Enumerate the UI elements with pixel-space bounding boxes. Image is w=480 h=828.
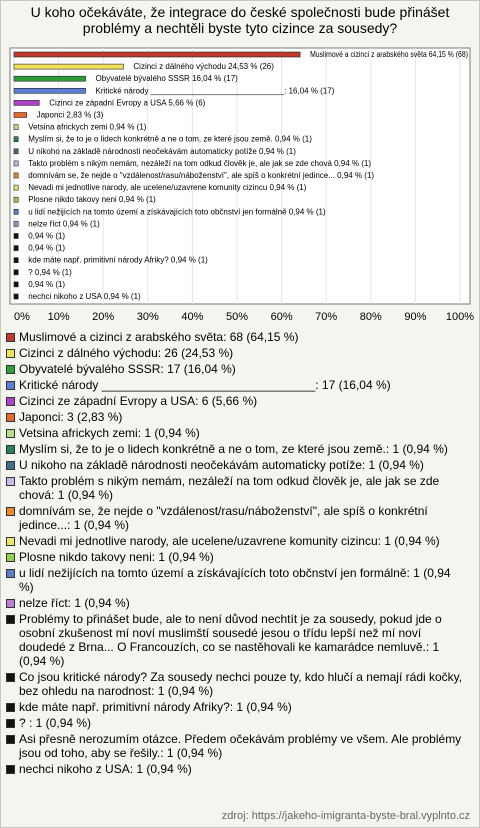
legend-swatch [6, 429, 15, 438]
x-tick-label: 0% [14, 311, 30, 323]
bar-label: 0,94 % (1) [28, 231, 66, 241]
legend-item [6, 670, 468, 698]
legend-item [6, 474, 468, 502]
legend-label: Myslím si, že to je o lidech konkrétně a ne o tom, ze které jsou země.: 1 (0,94 %) [19, 442, 448, 456]
x-tick-label: 60% [270, 311, 293, 323]
legend-label: nechci nikoho z USA: 1 (0,94 %) [19, 762, 192, 776]
legend-swatch [6, 569, 15, 578]
bar-label: nelze říct 0,94 % (1) [28, 219, 100, 229]
legend-swatch [6, 719, 15, 728]
legend-label: u lidí nežijících na tomto území a získávajících toto občnství jen formálně: 1 (0,94 %) [19, 566, 451, 594]
bar [14, 173, 18, 178]
bar-chart [0, 0, 480, 330]
bar [14, 64, 123, 69]
legend-item [6, 596, 468, 610]
bar [14, 294, 18, 299]
legend-label: Plosne nikdo takovy neni: 1 (0,94 %) [19, 550, 214, 564]
chart-title: U koho očekáváte, že integrace do české společnosti bude přinášet problémy a nechtěli byste tyto cizince za sousedy? [30, 4, 450, 36]
bar-label: nechci nikoho z USA 0,94 % (1) [28, 292, 141, 301]
legend-swatch [6, 537, 15, 546]
x-tick-label: 30% [136, 311, 159, 323]
legend-item [6, 458, 468, 472]
x-tick-label: 40% [181, 311, 204, 323]
bar [14, 209, 18, 214]
bar [14, 221, 18, 226]
bar-label: Cizinci ze západní Evropy a USA 5,66 % (6) [49, 98, 206, 108]
legend-swatch [6, 381, 15, 390]
bar [14, 88, 86, 93]
legend-label: Cizinci z dálného východu: 26 (24,53 %) [19, 346, 234, 360]
legend-swatch [6, 553, 15, 562]
bar-label: kde máte např. primitivní národy Afriky? 0,94 % (1) [28, 255, 208, 265]
legend-item [6, 566, 468, 594]
bar [14, 282, 18, 287]
legend-item [6, 762, 468, 776]
bar-label: domnívám se, že nejde o "vzdálenost/rasu/náboženství", ale spíš o konkrétní jedince... 0,94 % (1) [28, 171, 375, 180]
legend-label: Cizinci ze západní Evropy a USA: 6 (5,66 %) [19, 394, 258, 408]
bar [14, 161, 18, 166]
legend-label: Obyvatelé bývalého SSSR: 17 (16,04 %) [19, 362, 236, 376]
legend-item [6, 442, 468, 456]
bar-label: U nikoho na základě národnosti neočekávám automaticky potíže 0,94 % (1) [28, 146, 296, 156]
x-tick-label: 80% [359, 311, 382, 323]
bar [14, 76, 86, 81]
bar-label: Cizinci z dálného východu 24,53 % (26) [133, 62, 274, 72]
source-credit: zdroj: https://jakeho-imigranta-byste-bral.vyplnto.cz [221, 810, 470, 822]
x-tick-label: 10% [47, 311, 70, 323]
bar [14, 125, 18, 130]
legend-label: Asi přesně nerozumím otázce. Předem očekávám problémy ve všem. Ale problémy jsou od toho, aby se řešily.: 1 (0,94 %) [19, 732, 462, 760]
legend-label: nelze říct: 1 (0,94 %) [19, 596, 130, 610]
legend-label: Vetsina africkych zemi: 1 (0,94 %) [19, 426, 200, 440]
legend-swatch [6, 507, 15, 516]
bar [14, 234, 18, 239]
legend-item [6, 550, 468, 564]
legend-swatch [6, 673, 15, 682]
legend-swatch [6, 461, 15, 470]
bar-label: Obyvatelé bývalého SSSR 16,04 % (17) [95, 74, 238, 84]
bar-label: ? 0,94 % (1) [28, 267, 72, 277]
legend-item [6, 394, 468, 408]
legend-swatch [6, 365, 15, 374]
legend-label: ? : 1 (0,94 %) [19, 716, 92, 730]
bar-label: Takto problém s nikým nemám, nezáleží na tom odkud člověk je, ale jak se zde chová 0,94 % (1) [28, 158, 372, 168]
legend-swatch [6, 765, 15, 774]
bar [14, 270, 18, 275]
legend-swatch [6, 333, 15, 342]
legend-swatch [6, 349, 15, 358]
x-tick-label: 50% [225, 311, 249, 323]
legend-swatch [6, 735, 15, 744]
legend-item [6, 716, 468, 730]
legend-swatch [6, 477, 15, 486]
legend-item [6, 504, 468, 532]
legend-label: Co jsou kritické národy? Za sousedy nechci pouze ty, kdo hlučí a nemají rádi kočky, bez ohledu na narodnost: 1 (0,94 %) [19, 670, 463, 698]
legend-swatch [6, 397, 15, 406]
x-tick-label: 20% [92, 311, 115, 323]
legend-label: Takto problém s nikým nemám, nezáleží na tom odkud člověk je, ale jak se zde chová: 1 (0,94 %) [19, 474, 440, 502]
bar-label: 0,94 % (1) [28, 279, 66, 289]
bar-label: Nevadi mi jednotlive narody, ale ucelene/uzavrene komunity cizincu 0,94 % (1) [28, 183, 307, 193]
legend-swatch [6, 703, 15, 712]
legend-item [6, 426, 468, 440]
bar-label: Kritické národy ______________________________: 16,04 % (17) [95, 86, 335, 96]
bar-label: 0,94 % (1) [28, 243, 66, 253]
legend-label: kde máte např. primitivní národy Afriky?: 1 (0,94 %) [19, 700, 292, 714]
bar-label: Muslimové a cizinci z arabského světa 64,15 % (68) [310, 50, 469, 59]
legend-label: Japonci: 3 (2,83 %) [19, 410, 123, 424]
legend-item [6, 732, 468, 760]
bar [14, 149, 18, 154]
x-tick-label: 90% [404, 311, 427, 323]
legend-item [6, 330, 468, 344]
legend-item [6, 612, 468, 668]
bar [14, 246, 18, 251]
x-tick-label: 70% [315, 311, 338, 323]
legend-item [6, 534, 468, 548]
bar [14, 185, 18, 190]
legend [6, 330, 468, 778]
bar [14, 258, 18, 263]
legend-item [6, 362, 468, 376]
legend-item [6, 410, 468, 424]
legend-label: domnívám se, že nejde o "vzdálenost/rasu/náboženství", ale spíš o konkrétní jedince...: 1 (0,94 %) [19, 504, 428, 532]
bar-label: Plosne nikdo takovy neni 0,94 % (1) [28, 195, 156, 205]
bar [14, 100, 39, 105]
bar-label: Myslím si, že to je o lidech konkrétně a ne o tom, ze které jsou země. 0,94 % (1) [28, 134, 312, 144]
bar [14, 137, 18, 142]
legend-swatch [6, 615, 15, 624]
legend-label: Kritické národy ________________________________: 17 (16,04 %) [19, 378, 391, 392]
bar-label: Japonci 2,83 % (3) [36, 110, 104, 120]
legend-label: Muslimové a cizinci z arabského světa: 68 (64,15 %) [19, 330, 299, 344]
x-tick-label: 100% [445, 311, 475, 323]
bar-label: u lidí nežijících na tomto území a získávajících toto občnství jen formálně 0,94 % (1) [28, 207, 326, 217]
bar [14, 52, 300, 57]
legend-item [6, 346, 468, 360]
legend-label: Nevadi mi jednotlive narody, ale ucelene/uzavrene komunity cizincu: 1 (0,94 %) [19, 534, 440, 548]
legend-item [6, 700, 468, 714]
legend-label: U nikoho na základě národnosti neočekávám automaticky potíže: 1 (0,94 %) [19, 458, 424, 472]
bar [14, 113, 27, 118]
bar-label: Vetsina africkych zemi 0,94 % (1) [28, 122, 147, 132]
legend-swatch [6, 413, 15, 422]
legend-item [6, 378, 468, 392]
legend-label: Problémy to přinášet bude, ale to není důvod nechtít je za sousedy, pokud jde o osobní zkušenost mí noví muslimští sousedé jesou o třídu lepší než mí noví doudedé z Brna... O Francouzích, co se nastěhovali ke kamarádce nemluvě.: 1 (0,94 %) [19, 612, 442, 668]
legend-swatch [6, 599, 15, 608]
legend-swatch [6, 445, 15, 454]
bar [14, 197, 18, 202]
